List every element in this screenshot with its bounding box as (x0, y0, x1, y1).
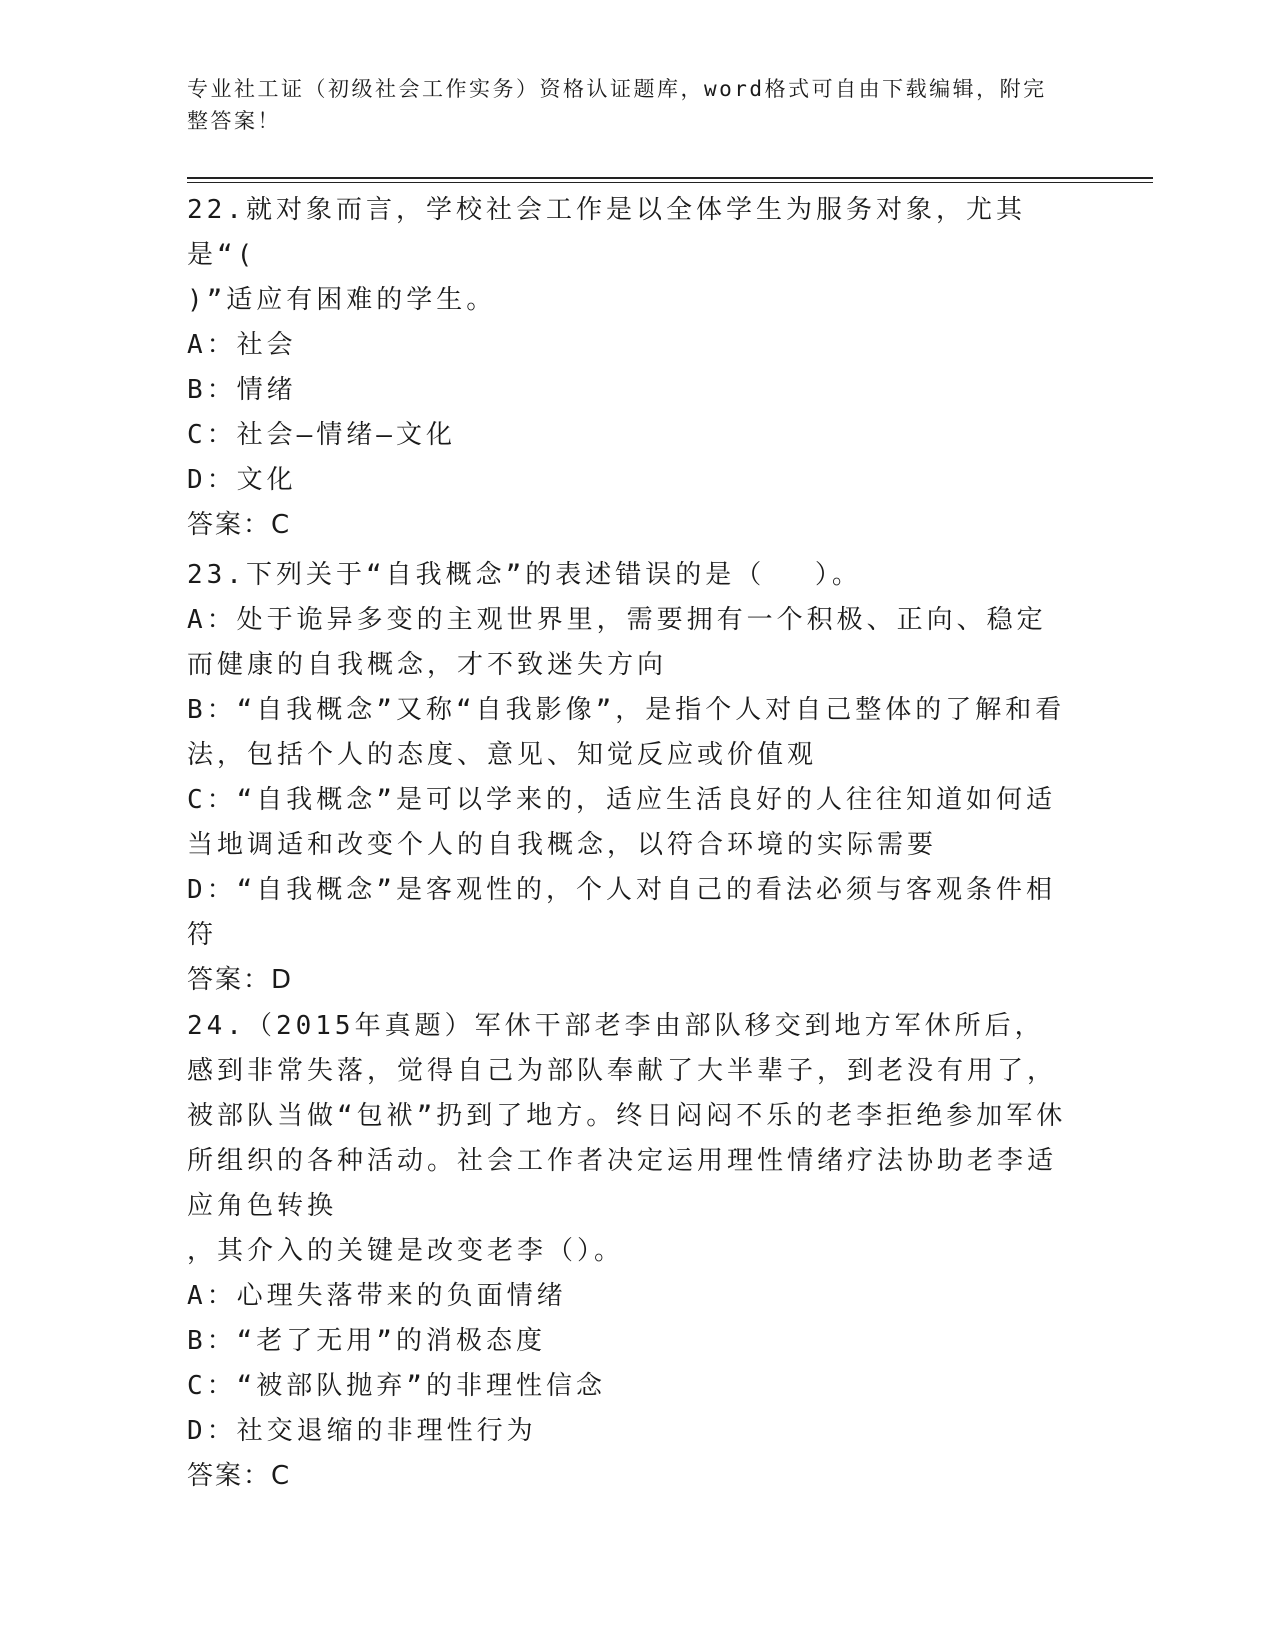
question-22 (187, 188, 1067, 548)
header-divider-thick (187, 177, 1153, 179)
option-a: A：社会 (187, 330, 297, 360)
option-a: A：处于诡异多变的主观世界里，需要拥有一个积极、正向、稳定而健康的自我概念，才不致迷失方向 (187, 605, 1047, 680)
question-23 (187, 553, 1067, 1003)
option-c: C：“自我概念”是可以学来的，适应生活良好的人往往知道如何适当地调适和改变个人的自我概念，以符合环境的实际需要 (187, 785, 1056, 860)
question-stem: 23.下列关于“自我概念”的表述错误的是（ ）。 (187, 560, 862, 590)
answer: 答案：D (187, 965, 294, 995)
header-divider-thin (187, 182, 1153, 183)
question-stem: )”适应有困难的学生。 (187, 285, 497, 315)
answer: 答案：C (187, 510, 292, 540)
option-c: C：“被部队抛弃”的非理性信念 (187, 1371, 606, 1401)
option-a: A：心理失落带来的负面情绪 (187, 1281, 567, 1311)
option-d: D：“自我概念”是客观性的，个人对自己的看法必须与客观条件相符 (187, 875, 1056, 950)
question-stem: 24.（2015年真题）军休干部老李由部队移交到地方军休所后，感到非常失落，觉得自己为部队奉献了大半辈子，到老没有用了，被部队当做“包袱”扔到了地方。终日闷闷不乐的老李拒绝参加军休所组织的各种活动。社会工作者决定运用理性情绪疗法协助老李适应角色转换 (187, 1011, 1067, 1221)
document-header: 专业社工证（初级社会工作实务）资格认证题库，word格式可自由下载编辑，附完整答案！ (187, 77, 1047, 133)
question-stem: 22.就对象而言，学校社会工作是以全体学生为服务对象，尤其是“( (187, 195, 1026, 270)
option-d: D：文化 (187, 465, 297, 495)
option-d: D：社交退缩的非理性行为 (187, 1416, 537, 1446)
option-b: B：情绪 (187, 375, 297, 405)
answer: 答案：C (187, 1461, 292, 1491)
option-b: B：“自我概念”又称“自我影像”，是指个人对自己整体的了解和看法，包括个人的态度、意见、知觉反应或价值观 (187, 695, 1066, 770)
option-c: C：社会—情绪—文化 (187, 420, 456, 450)
question-24 (187, 1004, 1067, 1499)
option-b: B：“老了无用”的消极态度 (187, 1326, 546, 1356)
question-stem: ，其介入的关键是改变老李（）。 (187, 1236, 625, 1266)
